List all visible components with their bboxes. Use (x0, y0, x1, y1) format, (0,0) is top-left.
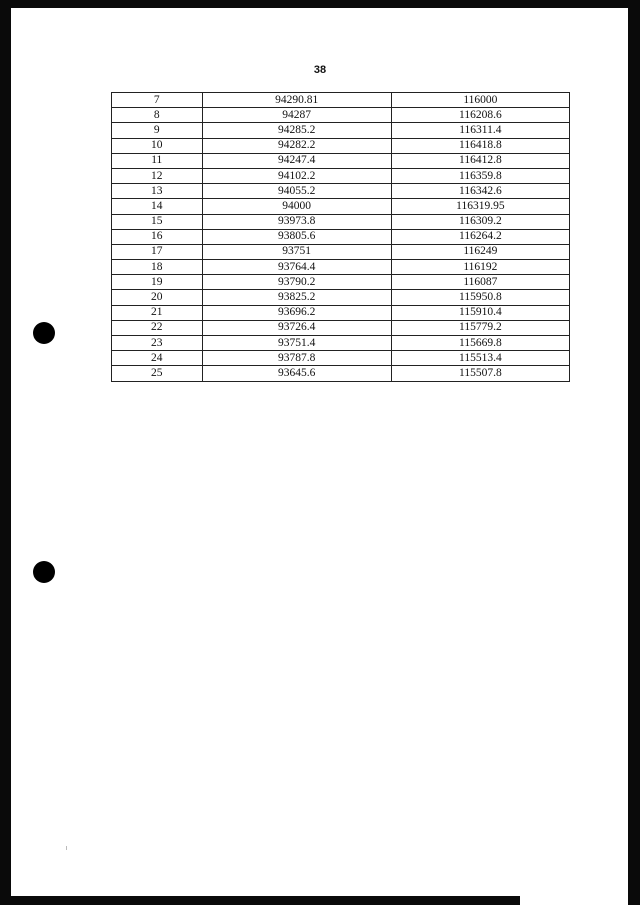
point-index-cell: 10 (112, 138, 203, 153)
scan-border-bottom (0, 896, 520, 905)
y-value-cell: 116359.8 (391, 168, 569, 183)
point-index-cell: 25 (112, 366, 203, 381)
y-value-cell: 115507.8 (391, 366, 569, 381)
point-index-cell: 9 (112, 123, 203, 138)
y-value-cell: 116249 (391, 244, 569, 259)
y-value-cell: 115779.2 (391, 320, 569, 335)
table-row (112, 153, 570, 168)
table-row (112, 229, 570, 244)
x-value-cell: 93787.8 (202, 351, 391, 366)
x-value-cell: 93825.2 (202, 290, 391, 305)
y-value-cell: 116087 (391, 275, 569, 290)
point-index-cell: 12 (112, 168, 203, 183)
table-row (112, 290, 570, 305)
y-value-cell: 115950.8 (391, 290, 569, 305)
y-value-cell: 116412.8 (391, 153, 569, 168)
table-row (112, 275, 570, 290)
x-value-cell: 93751 (202, 244, 391, 259)
point-index-cell: 11 (112, 153, 203, 168)
point-index-cell: 13 (112, 184, 203, 199)
y-value-cell: 116309.2 (391, 214, 569, 229)
table-row (112, 320, 570, 335)
table-row (112, 260, 570, 275)
y-value-cell: 116319.95 (391, 199, 569, 214)
page-number: 38 (313, 64, 327, 76)
x-value-cell: 94102.2 (202, 168, 391, 183)
y-value-cell: 116000 (391, 93, 569, 108)
point-index-cell: 15 (112, 214, 203, 229)
point-index-cell: 7 (112, 93, 203, 108)
table-row (112, 93, 570, 108)
point-index-cell: 16 (112, 229, 203, 244)
table-row (112, 168, 570, 183)
x-value-cell: 94285.2 (202, 123, 391, 138)
table-row (112, 214, 570, 229)
scan-border-right (628, 0, 640, 905)
point-index-cell: 20 (112, 290, 203, 305)
point-index-cell: 24 (112, 351, 203, 366)
y-value-cell: 116311.4 (391, 123, 569, 138)
y-value-cell: 116264.2 (391, 229, 569, 244)
y-value-cell: 116342.6 (391, 184, 569, 199)
table-row (112, 336, 570, 351)
table-row (112, 138, 570, 153)
point-index-cell: 14 (112, 199, 203, 214)
table-row (112, 199, 570, 214)
scan-border-left (0, 0, 11, 905)
y-value-cell: 116208.6 (391, 108, 569, 123)
x-value-cell: 93973.8 (202, 214, 391, 229)
table-row (112, 108, 570, 123)
point-index-cell: 23 (112, 336, 203, 351)
y-value-cell: 116418.8 (391, 138, 569, 153)
x-value-cell: 93805.6 (202, 229, 391, 244)
y-value-cell: 116192 (391, 260, 569, 275)
point-index-cell: 17 (112, 244, 203, 259)
point-index-cell: 22 (112, 320, 203, 335)
table-row (112, 184, 570, 199)
table-row (112, 305, 570, 320)
x-value-cell: 93764.4 (202, 260, 391, 275)
table-row (112, 351, 570, 366)
x-value-cell: 94287 (202, 108, 391, 123)
x-value-cell: 94000 (202, 199, 391, 214)
x-value-cell: 94055.2 (202, 184, 391, 199)
point-index-cell: 8 (112, 108, 203, 123)
x-value-cell: 93790.2 (202, 275, 391, 290)
punch-hole (33, 561, 55, 583)
punch-hole (33, 322, 55, 344)
x-value-cell: 93645.6 (202, 366, 391, 381)
x-value-cell: 93751.4 (202, 336, 391, 351)
y-value-cell: 115669.8 (391, 336, 569, 351)
x-value-cell: 94247.4 (202, 153, 391, 168)
point-index-cell: 19 (112, 275, 203, 290)
scan-border-top (0, 0, 640, 8)
x-value-cell: 93726.4 (202, 320, 391, 335)
table-row (112, 366, 570, 381)
table-row (112, 123, 570, 138)
table-row (112, 244, 570, 259)
y-value-cell: 115513.4 (391, 351, 569, 366)
x-value-cell: 94282.2 (202, 138, 391, 153)
x-value-cell: 93696.2 (202, 305, 391, 320)
point-index-cell: 21 (112, 305, 203, 320)
y-value-cell: 115910.4 (391, 305, 569, 320)
coordinate-table (111, 92, 570, 382)
table-body (112, 93, 570, 382)
x-value-cell: 94290.81 (202, 93, 391, 108)
scan-artifact (66, 846, 67, 850)
point-index-cell: 18 (112, 260, 203, 275)
